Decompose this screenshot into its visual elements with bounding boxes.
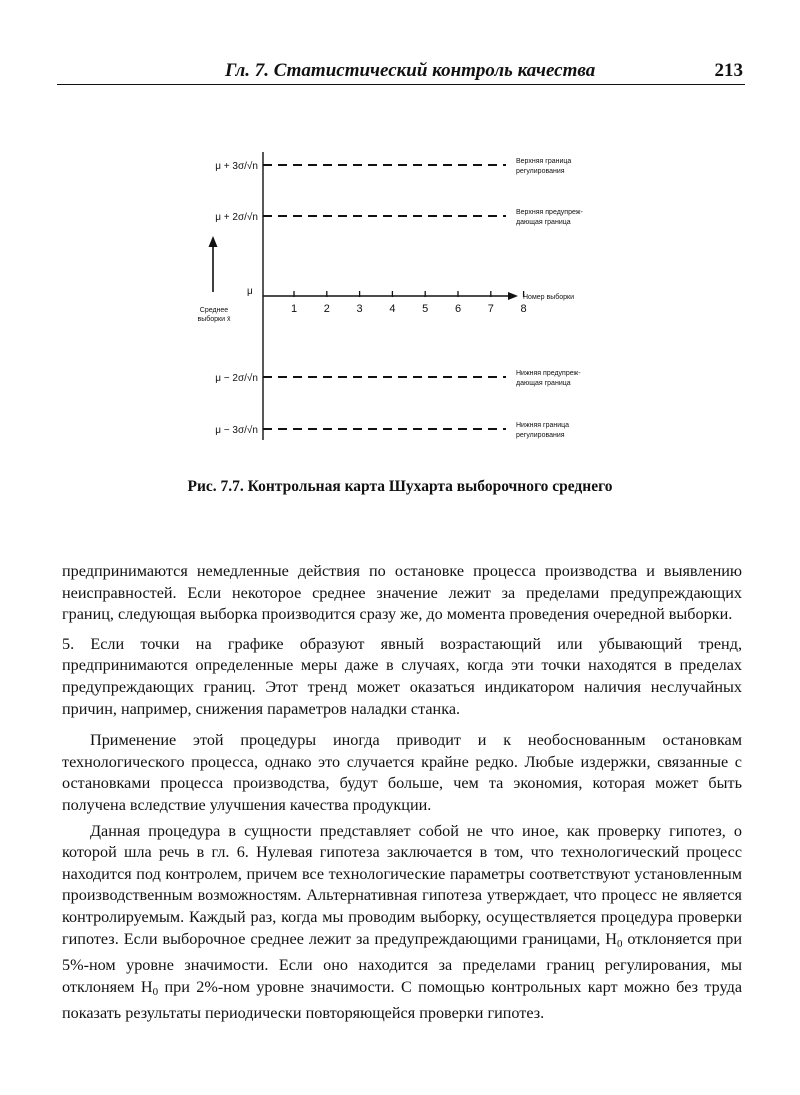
limit-right-label: Нижняя граница bbox=[516, 422, 570, 429]
x-tick-label: 7 bbox=[487, 303, 494, 315]
hypothesis-text-part-2: отклоняется при 5%-ном уровне значимости. Если оно находится за пределами границ регулирования, мы отклоняем H bbox=[62, 929, 742, 996]
x-tick-label: 3 bbox=[356, 303, 363, 315]
running-head-title: Гл. 7. Статистический контроль качества bbox=[225, 60, 596, 81]
y-axis-label: выборки x̄ bbox=[197, 316, 231, 323]
limit-right-label: регулирования bbox=[516, 168, 565, 175]
hypothesis-text-part-3: при 2%-ном уровне значимости. С помощью контрольных карт можно без труда показать результаты периодически повторяющейся проверки гипотез. bbox=[62, 977, 743, 1023]
limit-left-label: μ + 2σ/√n bbox=[215, 212, 258, 223]
x-tick-label: 1 bbox=[290, 303, 298, 315]
page-number: 213 bbox=[714, 60, 743, 81]
limit-right-label: дающая граница bbox=[516, 219, 571, 226]
paragraph-continuation: предпринимаются немедленные действия по остановке процесса производства и выявлению неисправностей. Если некоторое среднее значение лежит за пределами предупреждающих границ, следующая выборка производится сразу же, до момента проведения очередной выборки. bbox=[62, 562, 742, 624]
y-axis-arrow bbox=[198, 236, 231, 323]
y-arrow-head bbox=[209, 236, 218, 247]
figure-caption: Рис. 7.7. Контрольная карта Шухарта выборочного среднего bbox=[187, 478, 613, 495]
x-tick-label: 2 bbox=[323, 303, 330, 315]
limit-right-label: регулирования bbox=[516, 432, 565, 439]
x-axis-label: Номер выборки bbox=[523, 294, 575, 301]
limit-right-label: дающая граница bbox=[516, 380, 571, 387]
paragraph-hypothesis bbox=[62, 821, 742, 1025]
x-axis bbox=[247, 152, 574, 440]
y-axis-label: Среднее bbox=[199, 307, 229, 314]
hypothesis-text-part-1: Данная процедура в сущности представляет собой не что иное, как проверку гипотез, о которой шла речь в гл. 6. Нулевая гипотеза заключается в том, что технологический процесс находится под контролем, причем все технологические параметры соответствуют установленным производственным возможностям. Альтернативная гипотеза утверждает, что процесс не является контролируемым. Каждый раз, когда мы проводим выборку, осуществляется процедура проверки гипотез. Если выборочное среднее лежит за предупреждающими границами, H bbox=[62, 821, 742, 948]
x-tick-label: 5 bbox=[422, 303, 429, 315]
list-item-5: 5. Если точки на графике образуют явный возрастающий или убывающий тренд, предпринимаются определенные меры даже в случаях, когда эти точки находятся в пределах предупреждающих границ. Этот тренд может оказаться индикатором наличия неслучайных причин, например, снижения параметров наладки станка. bbox=[62, 634, 742, 718]
limit-right-label: Верхняя предупреж- bbox=[516, 209, 583, 216]
body-text bbox=[62, 561, 742, 1025]
limit-right-label: Нижняя предупреж- bbox=[516, 370, 581, 377]
x-axis-arrowhead bbox=[508, 292, 518, 300]
x-tick-label: 4 bbox=[389, 303, 396, 315]
limit-left-label: μ − 3σ/√n bbox=[215, 425, 258, 436]
limit-left-label: μ + 3σ/√n bbox=[215, 161, 258, 172]
limit-right-label: Верхняя граница bbox=[516, 158, 572, 165]
h0-subscript: 0 bbox=[616, 937, 623, 950]
paragraph-application: Применение этой процедуры иногда приводит и к необоснованным остановкам технологического процесса, однако это случается крайне редко. Любые издержки, связанные с остановками процесса производства, будут больше, чем та экономия, которая может быть получена вследствие улучшения качества продукции. bbox=[62, 731, 742, 814]
h0-subscript: 0 bbox=[152, 985, 159, 998]
x-tick-label: 8 bbox=[520, 303, 527, 315]
center-line-label: μ bbox=[247, 286, 253, 297]
control-chart bbox=[0, 0, 800, 470]
limit-left-label: μ − 2σ/√n bbox=[215, 373, 258, 384]
x-tick-label: 6 bbox=[454, 303, 462, 315]
